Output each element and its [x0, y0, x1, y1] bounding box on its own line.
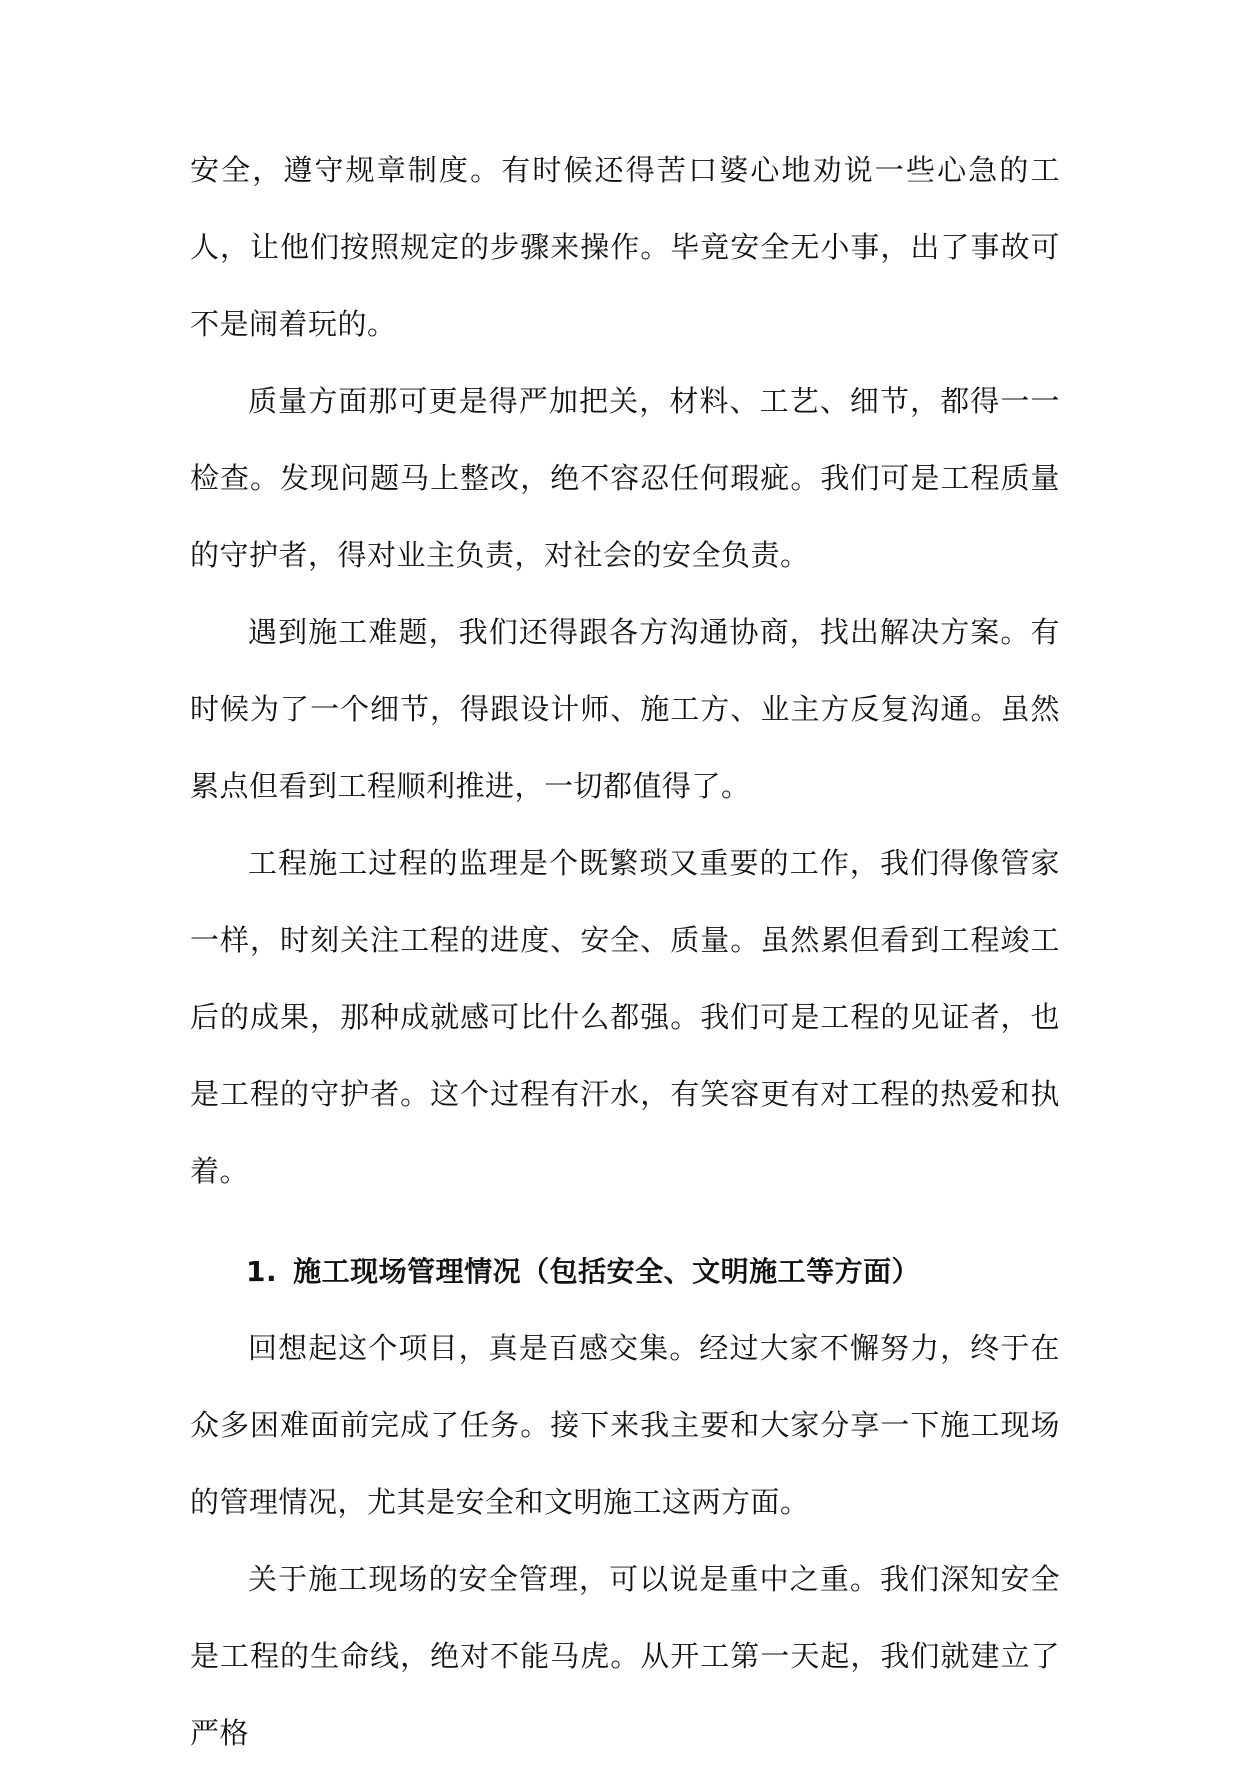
- paragraph-construction-problems: 遇到施工难题，我们还得跟各方沟通协商，找出解决方案。有时候为了一个细节，得跟设计师、施工方、业主方反复沟通。虽然累点但看到工程顺利推进，一切都值得了。: [190, 615, 1060, 803]
- paragraph-safety-rules: 安全，遵守规章制度。有时候还得苦口婆心地劝说一些心急的工人，让他们按照规定的步骤来操作。毕竟安全无小事，出了事故可不是闹着玩的。: [190, 153, 1060, 341]
- paragraph-project-recap: 回想起这个项目，真是百感交集。经过大家不懈努力，终于在众多困难面前完成了任务。接下来我主要和大家分享一下施工现场的管理情况，尤其是安全和文明施工这两方面。: [190, 1331, 1060, 1519]
- section-heading-text: 施工现场管理情况（包括安全、文明施工等方面）: [293, 1255, 921, 1288]
- document-body: [190, 132, 1060, 1772]
- paragraph-supervision-summary: 工程施工过程的监理是个既繁琐又重要的工作，我们得像管家一样，时刻关注工程的进度、安全、质量。虽然累但看到工程竣工后的成果，那种成就感可比什么都强。我们可是工程的见证者，也是工程的守护者。这个过程有汗水，有笑容更有对工程的热爱和执着。: [190, 846, 1060, 1188]
- paragraph-quality-control: 质量方面那可更是得严加把关，材料、工艺、细节，都得一一检查。发现问题马上整改，绝不容忍任何瑕疵。我们可是工程质量的守护者，得对业主负责，对社会的安全负责。: [190, 384, 1060, 572]
- section-heading: [190, 1233, 1060, 1310]
- paragraph-site-safety-management: 关于施工现场的安全管理，可以说是重中之重。我们深知安全是工程的生命线，绝对不能马虎。从开工第一天起，我们就建立了严格: [190, 1562, 1060, 1750]
- section-heading-number: 1.: [246, 1255, 278, 1288]
